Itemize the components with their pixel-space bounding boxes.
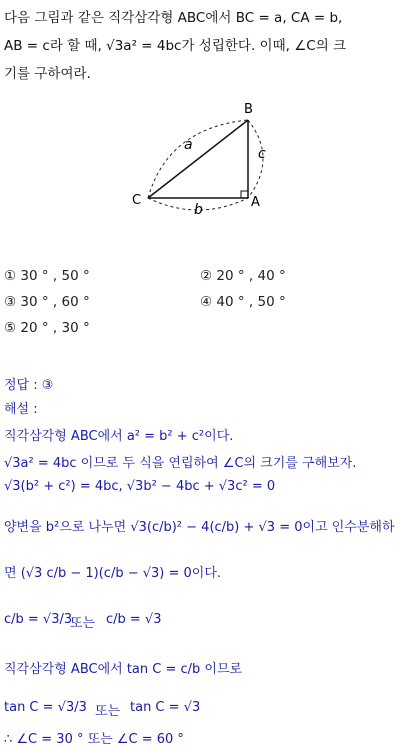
solution-line-2: √3a² = 4bc 이므로 두 식을 연립하여 ∠C의 크기를 구해보자. [4,456,357,471]
option-3[interactable]: ③ 30 ° , 60 ° [4,294,90,310]
option-2[interactable]: ② 20 ° , 40 ° [200,268,286,284]
right-angle-mark [241,191,248,198]
answer-correct: 정답 : ③ [4,378,54,393]
side-label-b: b [194,202,203,218]
option-4[interactable]: ④ 40 ° , 50 ° [200,294,286,310]
solution-line-9: ∴ ∠C = 30 ° 또는 ∠C = 60 ° [4,732,184,747]
solution-line-6b: 또는 [70,616,96,631]
solution-line-4: 양변을 b²으로 나누면 √3(c/b)² − 4(c/b) + √3 = 0이고 인수분해하 [4,520,395,535]
solution-line-8a: tan C = √3/3 [4,700,87,715]
solution-line-6c: c/b = √3 [106,612,162,627]
option-1[interactable]: ① 30 ° , 50 ° [4,268,90,284]
side-CB [148,120,248,198]
side-label-a: a [184,137,193,153]
triangle-figure [120,98,290,218]
vertex-C: C [132,193,142,208]
option-5[interactable]: ⑤ 20 ° , 30 ° [4,320,90,336]
answer-heading: 해설 : [4,402,38,417]
solution-line-8b: 또는 [95,704,121,719]
solution-line-5: 면 (√3 c/b − 1)(c/b − √3) = 0이다. [4,566,222,581]
solution-line-7: 직각삼각형 ABC에서 tan C = c/b 이므로 [4,662,243,677]
solution-line-6a: c/b = √3/3 [4,612,73,627]
question-line-3: 기를 구하여라. [4,66,91,82]
question-line-1: 다음 그림과 같은 직각삼각형 ABC에서 BC = a, CA = b, [4,10,343,26]
vertex-A: A [251,195,260,210]
question-line-2: AB = c라 할 때, √3a² = 4bc가 성립한다. 이때, ∠C의 크 [4,38,347,54]
vertex-B: B [244,102,253,117]
solution-line-3: √3(b² + c²) = 4bc, √3b² − 4bc + √3c² = 0 [4,479,276,494]
solution-line-1: 직각삼각형 ABC에서 a² = b² + c²이다. [4,429,234,444]
solution-line-8c: tan C = √3 [130,700,201,715]
side-label-c: c [258,146,266,162]
